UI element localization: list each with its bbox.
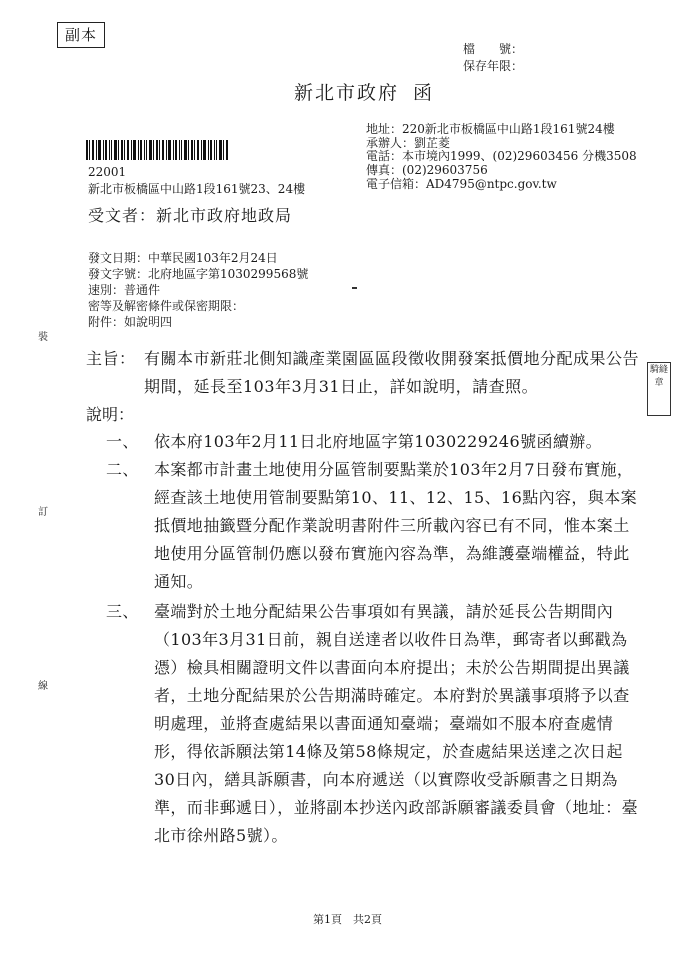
- issue-number: 發文字號：北府地區字第1030299568號: [88, 267, 309, 281]
- item-text: 本案都市計畫土地使用分區管制要點業於103年2月7日發布實施，經查該土地使用管制要點第10、11、12、15、16點內容，與本案抵價地抽籤暨分配作業說明書附件三所載內容已有不同，惟本案土地使用分區管制仍應以發布實施內容為準，為維護臺端權益，特此通知。: [154, 460, 637, 591]
- postal-code: 22001: [88, 165, 127, 179]
- binding-mark: 線: [38, 681, 48, 692]
- explanation-label: 說明：: [86, 405, 135, 424]
- phone: 電話：本市境內1999、(02)29603456 分機3508: [366, 149, 637, 163]
- item-number: 三、: [106, 602, 139, 621]
- seal-stamp: 騎縫章: [647, 362, 671, 416]
- page-title: [294, 78, 434, 105]
- recipient-line: 受文者：新北市政府地政局: [88, 206, 293, 225]
- title-doc-type: 函: [413, 82, 435, 104]
- handler: 承辦人：劉芷菱: [366, 136, 451, 150]
- delivery-speed: 速別：普通件: [88, 283, 161, 297]
- page-footer: [313, 911, 382, 927]
- item-text: 臺端對於土地分配結果公告事項如有異議，請於延長公告期間內（103年3月31日前，親自送達者以收件日為準，郵寄者以郵戳為憑）檢具相關證明文件以書面向本府提出；未於公告期間提出異議者，土地分配結果於公告期滿時確定。本府對於異議事項將予以查明處理，並將查處結果以書面通知臺端；臺端如不服本府查處情形，得依訴願法第14條及第58條規定，於查處結果送達之次日起30日內，繕具訴願書，向本府遞送（以實際收受訴願書之日期為準，而非郵遞日），並將副本抄送內政部訴願審議委員會（地址：臺北市徐州路5號）。: [154, 602, 639, 845]
- scan-mark: [352, 287, 357, 289]
- title-org: 新北市政府: [294, 82, 400, 104]
- binding-mark: 訂: [38, 507, 48, 518]
- recipient-address: 新北市板橋區中山路1段161號23、24樓: [88, 182, 306, 196]
- barcode: [86, 140, 228, 160]
- file-number-label: 檔 號：: [463, 42, 524, 56]
- fax: 傳真：(02)29603756: [366, 163, 488, 177]
- binding-mark: 裝: [38, 332, 48, 343]
- copy-stamp: 副本: [57, 22, 105, 48]
- sender-address: 地址：220新北市板橋區中山路1段161號24樓: [366, 122, 615, 136]
- issue-date: 發文日期：中華民國103年2月24日: [88, 251, 278, 265]
- retention-period-label: 保存年限：: [463, 59, 524, 73]
- attachment: 附件：如說明四: [88, 315, 173, 329]
- secrecy-level: 密等及解密條件或保密期限：: [88, 299, 245, 313]
- item-number: 一、: [106, 432, 139, 451]
- page-total: 共2頁: [353, 913, 382, 926]
- item-number: 二、: [106, 460, 139, 479]
- subject-label: 主旨：: [86, 349, 136, 368]
- item-text: 依本府103年2月11日北府地區字第1030229246號函續辦。: [154, 432, 603, 451]
- subject-text: 有關本市新莊北側知識產業園區區段徵收開發案抵價地分配成果公告期間，延長至103年3月31日止，詳如說明，請查照。: [144, 349, 640, 396]
- page-number: 第1頁: [313, 913, 342, 926]
- email: 電子信箱：AD4795@ntpc.gov.tw: [366, 177, 557, 191]
